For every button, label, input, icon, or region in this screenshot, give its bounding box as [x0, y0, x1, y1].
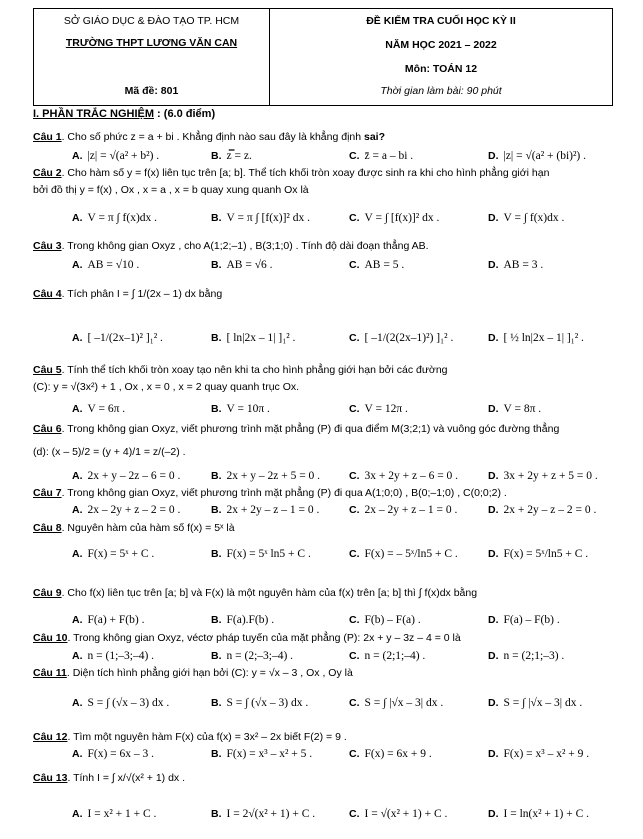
question-12: Câu 12. Tìm một nguyên hàm F(x) của f(x) = 3x² – 2x biết F(2) = 9 . — [33, 731, 347, 743]
school-year: NĂM HỌC 2021 – 2022 — [385, 39, 497, 51]
question-1 — [33, 131, 385, 144]
subject: Môn: TOÁN 12 — [404, 63, 478, 75]
exam-header — [33, 8, 613, 106]
question-10: Câu 10. Trong không gian Oxyz, véctơ pháp tuyến của mặt phẳng (P): 2x + y – 3z – 4 = 0 là — [33, 632, 461, 644]
q10-option-a[interactable]: A. n = (1;–3;–4) . — [72, 650, 155, 662]
question-6-cont: (d): (x – 5)/2 = (y + 4)/1 = z/(–2) . — [33, 446, 186, 458]
question-2: Câu 2. Cho hàm số y = f(x) liên tục trên [a; b]. Thể tích khối tròn xoay được sinh ra khi cho hình phẳng giới hạn — [33, 167, 550, 179]
q4-option-d[interactable]: D. [ ½ ln|2x – 1| ]₁² . — [488, 332, 584, 344]
q2-option-b[interactable]: B. V = π ∫ [f(x)]² dx . — [211, 212, 311, 224]
q1-option-a[interactable]: A. |z| = √(a² + b²) . — [72, 150, 160, 162]
question-text: . Cho số phức z = a + bi . Khẳng định nào sau đây là khẳng định — [61, 131, 364, 143]
header-left — [34, 9, 270, 105]
q6-option-d[interactable]: D. 3x + 2y + z + 5 = 0 . — [488, 470, 598, 482]
q2-option-d[interactable]: D. V = ∫ f(x)dx . — [488, 212, 565, 224]
exam-code: Mã đề: 801 — [124, 85, 179, 97]
q13-option-b[interactable]: B. I = 2√(x² + 1) + C . — [211, 808, 316, 820]
question-number: Câu 1 — [33, 131, 62, 143]
question-4: Câu 4. Tích phân I = ∫ 1/(2x – 1) dx bằng — [33, 288, 223, 300]
question-emphasis: sai? — [364, 131, 386, 143]
section-label: I. PHẦN TRẮC NGHIỆM — [33, 108, 154, 120]
q13-option-a[interactable]: A. I = x² + 1 + C . — [72, 808, 157, 820]
school-name: TRƯỜNG THPT LƯƠNG VĂN CAN — [65, 37, 238, 49]
q8-option-c[interactable]: C. F(x) = – 5ˣ/ln5 + C . — [349, 548, 458, 560]
q9-option-c[interactable]: C. F(b) – F(a) . — [349, 614, 421, 626]
q10-option-c[interactable]: C. n = (2;1;–4) . — [349, 650, 426, 662]
question-7: Câu 7. Trong không gian Oxyz, viết phương trình mặt phẳng (P) đi qua A(1;0;0) , B(0;–1;0) , C(0;0;2) . — [33, 487, 507, 499]
q7-option-c[interactable]: C. 2x – 2y + z – 1 = 0 . — [349, 504, 458, 516]
q1-option-b[interactable]: B. z̿ = z. — [211, 150, 252, 162]
section-heading — [33, 108, 215, 121]
q10-option-d[interactable]: D. n = (2;1;–3) . — [488, 650, 565, 662]
q8-option-a[interactable]: A. F(x) = 5ˣ + C . — [72, 548, 155, 560]
q3-option-a[interactable]: A. AB = √10 . — [72, 259, 140, 271]
q7-option-d[interactable]: D. 2x + 2y – z – 2 = 0 . — [488, 504, 597, 516]
q6-option-a[interactable]: A. 2x + y – 2z – 6 = 0 . — [72, 470, 181, 482]
q11-option-d[interactable]: D. S = ∫ |√x – 3| dx . — [488, 697, 583, 709]
question-3: Câu 3. Trong không gian Oxyz , cho A(1;2;–1) , B(3;1;0) . Tính độ dài đoạn thẳng AB. — [33, 240, 429, 252]
q12-option-a[interactable]: A. F(x) = 6x – 3 . — [72, 748, 155, 760]
exam-title: ĐỀ KIỂM TRA CUỐI HỌC KỲ II — [366, 15, 516, 27]
question-2-cont: bởi đồ thị y = f(x) , Ox , x = a , x = b quay xung quanh Ox là — [33, 184, 309, 196]
q1-option-c[interactable]: C. z̄ = a – bi . — [349, 150, 414, 162]
department-name: SỞ GIÁO DỤC & ĐÀO TẠO TP. HCM — [63, 15, 240, 27]
q12-option-c[interactable]: C. F(x) = 6x + 9 . — [349, 748, 432, 760]
q12-option-b[interactable]: B. F(x) = x³ – x² + 5 . — [211, 748, 313, 760]
q2-option-c[interactable]: C. V = ∫ [f(x)]² dx . — [349, 212, 440, 224]
q6-option-b[interactable]: B. 2x + y – 2z + 5 = 0 . — [211, 470, 321, 482]
q9-option-a[interactable]: A. F(a) + F(b) . — [72, 614, 145, 626]
q11-option-a[interactable]: A. S = ∫ (√x – 3) dx . — [72, 697, 170, 709]
header-right — [270, 9, 612, 105]
q5-option-a[interactable]: A. V = 6π . — [72, 403, 126, 415]
q8-option-b[interactable]: B. F(x) = 5ˣ ln5 + C . — [211, 548, 311, 560]
duration: Thời gian làm bài: 90 phút — [380, 85, 502, 97]
q2-option-a[interactable]: A. V = π ∫ f(x)dx . — [72, 212, 158, 224]
q13-option-c[interactable]: C. I = √(x² + 1) + C . — [349, 808, 448, 820]
question-9: Câu 9. Cho f(x) liên tục trên [a; b] và F(x) là một nguyên hàm của f(x) trên [a; b] thì ∫ f(x)dx bằng — [33, 587, 478, 599]
q13-option-d[interactable]: D. I = ln(x² + 1) + C . — [488, 808, 590, 820]
q5-option-c[interactable]: C. V = 12π . — [349, 403, 408, 415]
q7-option-b[interactable]: B. 2x + 2y – z – 1 = 0 . — [211, 504, 320, 516]
q4-option-b[interactable]: B. [ ln|2x – 1| ]₁² . — [211, 332, 296, 344]
q3-option-b[interactable]: B. AB = √6 . — [211, 259, 273, 271]
question-6: Câu 6. Trong không gian Oxyz, viết phương trình mặt phẳng (P) đi qua điểm M(3;2;1) và vuông góc đường thẳng — [33, 423, 560, 435]
q6-option-c[interactable]: C. 3x + 2y + z – 6 = 0 . — [349, 470, 459, 482]
q4-option-a[interactable]: A. [ –1/(2x–1)² ]₁² . — [72, 332, 163, 344]
q4-option-c[interactable]: C. [ –1/(2(2x–1)²) ]₁² . — [349, 332, 454, 344]
q12-option-d[interactable]: D. F(x) = x³ – x² + 9 . — [488, 748, 590, 760]
q11-option-b[interactable]: B. S = ∫ (√x – 3) dx . — [211, 697, 309, 709]
q3-option-d[interactable]: D. AB = 3 . — [488, 259, 544, 271]
q1-option-d[interactable]: D. |z| = √(a² + (bi)²) . — [488, 150, 587, 162]
question-11: Câu 11. Diện tích hình phẳng giới hạn bởi (C): y = √x – 3 , Ox , Oy là — [33, 667, 353, 679]
q10-option-b[interactable]: B. n = (2;–3;–4) . — [211, 650, 294, 662]
question-13: Câu 13. Tính I = ∫ x/√(x² + 1) dx . — [33, 772, 186, 784]
q9-option-d[interactable]: D. F(a) – F(b) . — [488, 614, 560, 626]
q7-option-a[interactable]: A. 2x – 2y + z – 2 = 0 . — [72, 504, 181, 516]
question-5: Câu 5. Tính thể tích khối tròn xoay tạo nên khi ta cho hình phẳng giới hạn bởi các đường — [33, 364, 448, 376]
q5-option-b[interactable]: B. V = 10π . — [211, 403, 270, 415]
q11-option-c[interactable]: C. S = ∫ |√x – 3| dx . — [349, 697, 444, 709]
question-8: Câu 8. Nguyên hàm của hàm số f(x) = 5ˣ là — [33, 522, 235, 534]
q9-option-b[interactable]: B. F(a).F(b) . — [211, 614, 275, 626]
question-5-cont: (C): y = √(3x²) + 1 , Ox , x = 0 , x = 2 quay quanh trục Ox. — [33, 381, 300, 393]
q8-option-d[interactable]: D. F(x) = 5ˣ/ln5 + C . — [488, 548, 589, 560]
q3-option-c[interactable]: C. AB = 5 . — [349, 259, 405, 271]
section-points: : (6.0 điểm) — [154, 108, 216, 120]
q5-option-d[interactable]: D. V = 8π . — [488, 403, 542, 415]
